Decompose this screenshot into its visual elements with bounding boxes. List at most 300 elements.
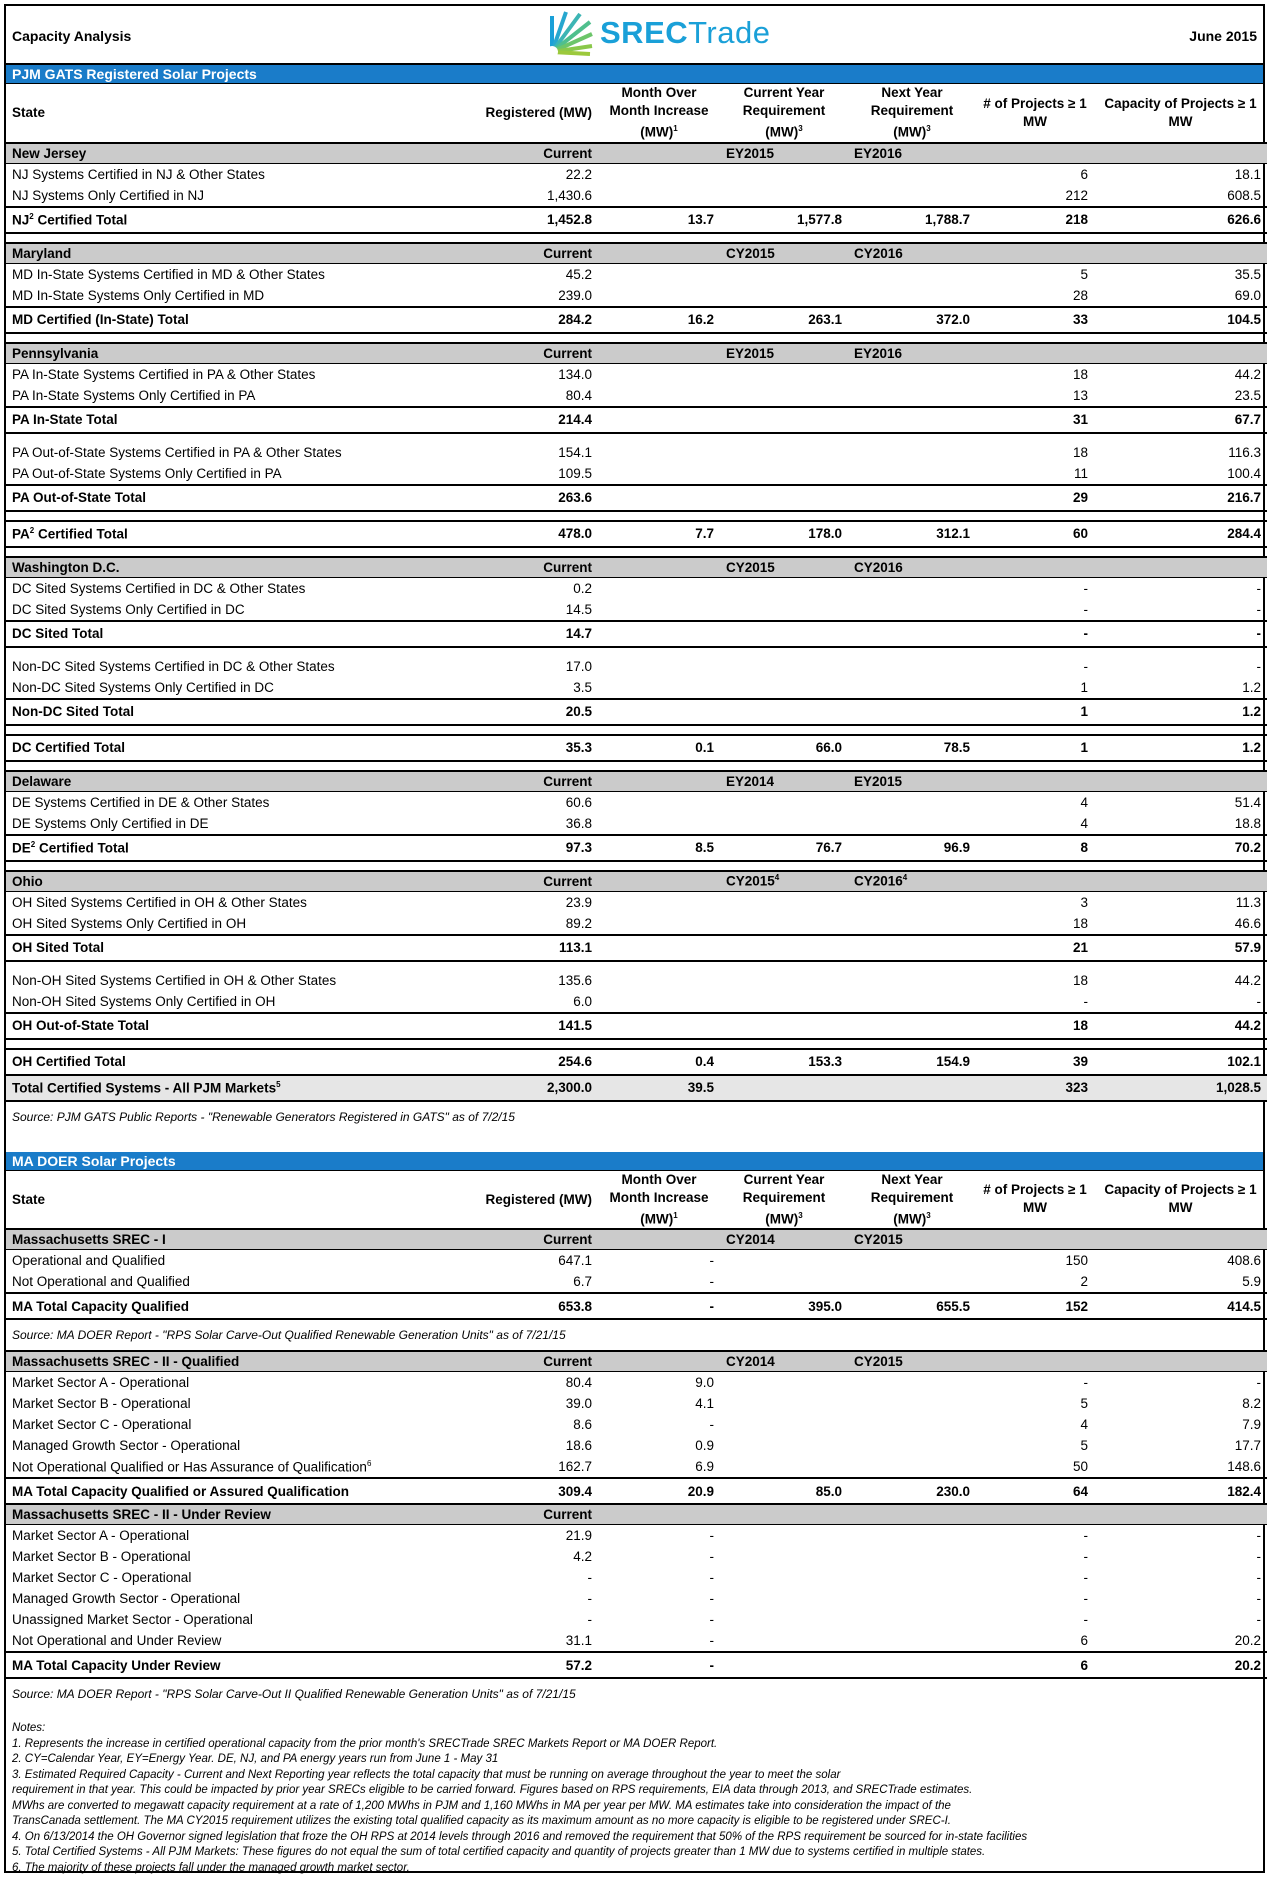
table-cell: Non-OH Sited Systems Only Certified in OH	[12, 993, 276, 1009]
table-cell: -	[1083, 1591, 1088, 1606]
table-cell: CY2016	[848, 557, 976, 578]
group-header-row	[6, 143, 1267, 164]
table-cell: 9.0	[695, 1375, 714, 1390]
table-cell	[1094, 557, 1267, 578]
table-cell: 4.1	[695, 1396, 714, 1411]
subtotal-row	[6, 485, 1267, 511]
table-row	[6, 163, 1267, 185]
table-cell	[848, 363, 976, 385]
table-cell: 20.5	[416, 699, 598, 725]
table-cell: 113.1	[416, 935, 598, 961]
table-cell	[6, 233, 1267, 243]
table-cell: -	[1083, 1570, 1088, 1585]
table-row	[6, 285, 1267, 307]
table-cell: 76.7	[720, 835, 848, 861]
table-cell	[1094, 143, 1267, 164]
table-cell: Market Sector A - Operational	[12, 1375, 190, 1390]
table-cell	[848, 1250, 976, 1272]
table-cell: 478.0	[416, 521, 598, 547]
ma-section-title: MA DOER Solar Projects	[6, 1152, 1263, 1171]
table-cell: 18	[1072, 915, 1088, 931]
table-cell	[848, 577, 976, 599]
table-cell	[848, 991, 976, 1013]
table-cell: CY2014	[720, 1229, 848, 1250]
table-cell: -	[709, 1591, 714, 1606]
table-cell: 3	[1080, 894, 1088, 910]
table-cell: 80.4	[565, 387, 592, 403]
table-cell	[848, 263, 976, 285]
table-row	[6, 385, 1267, 407]
table-cell	[6, 433, 1267, 442]
table-cell: MD Certified (In-State) Total	[6, 307, 416, 333]
pjm-table-body	[6, 143, 1267, 1132]
capacity-analysis-report	[4, 4, 1265, 1873]
table-cell: 57.9	[1094, 935, 1267, 961]
table-cell: Not Operational and Qualified	[12, 1274, 190, 1289]
spacer-row	[6, 725, 1267, 735]
table-cell: 31	[976, 407, 1094, 433]
table-cell	[720, 1456, 848, 1478]
table-cell	[848, 163, 976, 185]
table-cell	[848, 1630, 976, 1652]
col-capacity: Capacity of Projects ≥ 1 MW	[1094, 84, 1267, 143]
table-cell: 141.5	[416, 1013, 598, 1039]
table-cell: 18	[1072, 972, 1088, 988]
table-cell: 148.6	[1227, 1459, 1261, 1474]
table-cell	[720, 1609, 848, 1630]
table-row	[6, 1250, 1267, 1272]
table-row	[6, 1271, 1267, 1293]
table-cell: DC Sited Systems Only Certified in DC	[12, 601, 245, 617]
table-cell	[720, 1372, 848, 1394]
table-cell: Operational and Qualified	[12, 1253, 166, 1268]
table-cell	[848, 185, 976, 207]
table-cell: 6.7	[573, 1274, 592, 1289]
table-cell	[598, 463, 720, 485]
col-registered: Registered (MW)	[416, 84, 598, 143]
total-row	[6, 735, 1267, 761]
table-cell: 109.5	[558, 465, 592, 481]
table-cell	[720, 1075, 848, 1101]
table-cell	[720, 1414, 848, 1435]
table-cell: 0.9	[695, 1438, 714, 1453]
table-cell: 323	[976, 1075, 1094, 1101]
logo-srec-text: SREC	[600, 15, 689, 50]
table-cell	[976, 243, 1094, 264]
col-projects: # of Projects ≥ 1 MW	[976, 1171, 1094, 1230]
table-cell	[720, 1652, 848, 1678]
table-cell: -	[709, 1570, 714, 1585]
table-cell: 414.5	[1094, 1293, 1267, 1319]
group-header-row	[6, 771, 1267, 792]
table-cell	[598, 363, 720, 385]
table-row	[6, 970, 1267, 991]
table-cell	[720, 621, 848, 647]
footnote-line: TransCanada settlement. The MA CY2015 requirement utilizes the existing total qualified capacity as its maximum amount as no more capacity is eligible to be registered under SREC-I.	[12, 1815, 951, 1827]
table-row	[6, 891, 1267, 913]
table-cell	[848, 1372, 976, 1394]
table-cell: 102.1	[1094, 1049, 1267, 1075]
spacer-row	[6, 961, 1267, 970]
footnote-line: 2. CY=Calendar Year, EY=Energy Year. DE, NJ, and PA energy years run from June 1 - May 31	[12, 1753, 499, 1765]
table-cell: 178.0	[720, 521, 848, 547]
table-cell: -	[1256, 1375, 1261, 1390]
table-cell: 70.2	[1094, 835, 1267, 861]
table-cell: -	[1256, 1528, 1261, 1543]
table-cell: 6.9	[695, 1459, 714, 1474]
table-cell	[1094, 771, 1267, 792]
table-cell: 44.2	[1234, 972, 1261, 988]
table-cell	[848, 1435, 976, 1456]
group-current-label: Current	[416, 143, 598, 164]
table-cell: 2,300.0	[416, 1075, 598, 1101]
table-cell	[6, 647, 1267, 656]
table-cell: 35.3	[416, 735, 598, 761]
table-cell: 96.9	[848, 835, 976, 861]
table-cell: EY2016	[848, 143, 976, 164]
table-cell	[976, 343, 1094, 364]
spacer-row	[6, 647, 1267, 656]
table-cell	[598, 557, 720, 578]
group-header-row	[6, 343, 1267, 364]
table-cell: 17.0	[565, 658, 592, 674]
table-cell: EY2015	[720, 143, 848, 164]
table-cell: Not Operational Qualified or Has Assurance of Qualification$^6$	[12, 1458, 372, 1475]
table-cell	[598, 1351, 720, 1372]
table-cell: 17.7	[1234, 1438, 1261, 1453]
table-row	[6, 1546, 1267, 1567]
table-row	[6, 1588, 1267, 1609]
table-cell	[598, 1504, 720, 1525]
col-projects: # of Projects ≥ 1 MW	[976, 84, 1094, 143]
table-cell	[598, 442, 720, 463]
table-cell: 18.6	[565, 1438, 592, 1453]
table-cell: 284.2	[416, 307, 598, 333]
source-row	[6, 1678, 1267, 1709]
table-cell: 57.2	[416, 1652, 598, 1678]
table-cell	[598, 621, 720, 647]
table-cell	[720, 1525, 848, 1547]
table-cell: 23.9	[565, 894, 592, 910]
table-cell	[598, 991, 720, 1013]
table-cell	[598, 913, 720, 935]
table-cell: 21	[976, 935, 1094, 961]
table-cell: 4.2	[573, 1549, 592, 1564]
table-cell: 6.0	[573, 993, 592, 1009]
table-cell	[1094, 1229, 1267, 1250]
table-cell	[598, 263, 720, 285]
table-cell: 78.5	[848, 735, 976, 761]
table-cell: 35.5	[1234, 266, 1261, 282]
table-cell	[720, 1504, 848, 1525]
table-cell: 153.3	[720, 1049, 848, 1075]
col-state: State	[6, 1171, 416, 1230]
table-cell	[6, 1039, 1267, 1049]
table-row	[6, 577, 1267, 599]
table-cell: 20.2	[1094, 1652, 1267, 1678]
table-cell	[598, 343, 720, 364]
table-cell: 20.9	[598, 1478, 720, 1504]
table-cell	[848, 913, 976, 935]
table-cell: $NJ^2$ Certified Total	[6, 207, 416, 233]
table-cell: Source: PJM GATS Public Reports - "Renewable Generators Registered in GATS" as of 7/2/15	[12, 1109, 515, 1124]
total-row	[6, 207, 1267, 233]
table-cell: 395.0	[720, 1293, 848, 1319]
table-cell: -	[598, 1652, 720, 1678]
table-row	[6, 791, 1267, 813]
table-cell: 263.6	[416, 485, 598, 511]
spacer-row	[6, 1039, 1267, 1049]
table-cell: Total Certified Systems - All PJM Markets$^5$	[6, 1075, 416, 1101]
table-cell: 7.9	[1242, 1417, 1261, 1432]
table-cell: 18	[976, 1013, 1094, 1039]
table-cell: MA Total Capacity Qualified	[6, 1293, 416, 1319]
table-cell: EY2016	[848, 343, 976, 364]
table-cell: -	[709, 1633, 714, 1648]
table-cell	[720, 699, 848, 725]
table-cell	[976, 871, 1094, 892]
table-cell: -	[598, 1293, 720, 1319]
total-row	[6, 521, 1267, 547]
table-cell	[720, 1435, 848, 1456]
table-cell: OH Sited Systems Only Certified in OH	[12, 915, 247, 931]
table-cell: 18.1	[1234, 166, 1261, 182]
table-row	[6, 913, 1267, 935]
table-cell	[720, 1271, 848, 1293]
table-cell: OH Sited Systems Certified in OH & Other States	[12, 894, 307, 910]
table-cell: CY2015	[720, 557, 848, 578]
table-cell	[720, 913, 848, 935]
group-current-label: Current	[416, 1351, 598, 1372]
table-cell: 6	[1080, 1633, 1088, 1648]
table-cell	[976, 1229, 1094, 1250]
table-cell	[848, 1271, 976, 1293]
table-cell	[848, 935, 976, 961]
table-cell: 31.1	[565, 1633, 592, 1648]
table-cell: Source: MA DOER Report - "RPS Solar Carve-Out Qualified Renewable Generation Units" as of 7/21/15	[12, 1328, 566, 1342]
table-cell: 89.2	[565, 915, 592, 931]
group-current-label: Current	[416, 771, 598, 792]
table-cell: 8.5	[598, 835, 720, 861]
table-cell	[848, 1504, 976, 1525]
col-state: State	[6, 84, 416, 143]
table-cell: -	[1256, 1591, 1261, 1606]
table-cell: -	[587, 1591, 592, 1606]
table-cell	[720, 285, 848, 307]
table-cell: 647.1	[558, 1253, 592, 1268]
report-header	[6, 6, 1263, 65]
table-cell: 408.6	[1227, 1253, 1261, 1268]
subtotal-row	[6, 1013, 1267, 1039]
table-cell	[598, 163, 720, 185]
table-cell: -	[1083, 993, 1088, 1009]
table-cell: -	[1256, 1549, 1261, 1564]
ma-table	[6, 1171, 1267, 1710]
table-cell	[598, 599, 720, 621]
table-cell	[848, 970, 976, 991]
table-cell: -	[1083, 1375, 1088, 1390]
total-row	[6, 1049, 1267, 1075]
table-cell: 154.1	[558, 444, 592, 460]
table-cell: NJ Systems Only Certified in NJ	[12, 187, 205, 203]
table-cell	[976, 143, 1094, 164]
table-cell: OH Certified Total	[6, 1049, 416, 1075]
table-cell: 655.5	[848, 1293, 976, 1319]
logo-trade-text: Trade	[688, 15, 771, 50]
table-cell	[976, 1504, 1094, 1525]
table-cell: 182.4	[1094, 1478, 1267, 1504]
table-cell: Non-DC Sited Systems Certified in DC & Other States	[12, 658, 335, 674]
table-cell	[1094, 243, 1267, 264]
table-cell: Managed Growth Sector - Operational	[12, 1591, 241, 1606]
table-cell: 0.2	[573, 580, 592, 596]
table-cell: MD In-State Systems Certified in MD & Other States	[12, 266, 325, 282]
table-cell	[598, 677, 720, 699]
table-cell	[720, 935, 848, 961]
source-row	[6, 1101, 1267, 1132]
group-name: Washington D.C.	[6, 557, 416, 578]
table-cell	[598, 813, 720, 835]
spacer-row	[6, 333, 1267, 343]
table-cell: 100.4	[1227, 465, 1261, 481]
table-cell	[848, 599, 976, 621]
table-cell: PA Out-of-State Systems Certified in PA & Other States	[12, 444, 342, 460]
table-cell	[720, 656, 848, 677]
table-cell	[598, 656, 720, 677]
table-cell: Market Sector B - Operational	[12, 1396, 191, 1411]
table-cell: DC Sited Total	[6, 621, 416, 647]
table-cell: 69.0	[1234, 287, 1261, 303]
table-cell	[720, 813, 848, 835]
footnote-line: 5. Total Certified Systems - All PJM Markets: These figures do not equal the sum of total certified capacity and quantity of projects greater than 1 MW due to systems certified in multiple states.	[12, 1846, 986, 1858]
table-cell: 1,577.8	[720, 207, 848, 233]
footnote-line: Notes:	[12, 1722, 46, 1734]
table-cell	[848, 385, 976, 407]
spacer-row	[6, 433, 1267, 442]
table-row	[6, 442, 1267, 463]
table-cell	[720, 891, 848, 913]
table-cell	[848, 285, 976, 307]
table-cell: 18	[1072, 366, 1088, 382]
table-cell: CY2016$^4$	[848, 871, 976, 892]
table-cell: -	[1083, 1549, 1088, 1564]
table-cell	[848, 1456, 976, 1478]
table-cell: 214.4	[416, 407, 598, 433]
table-cell: MA Total Capacity Qualified or Assured Qualification	[6, 1478, 416, 1504]
table-cell: -	[709, 1549, 714, 1564]
table-cell	[848, 621, 976, 647]
table-cell: PA In-State Systems Only Certified in PA	[12, 387, 256, 403]
table-cell	[598, 407, 720, 433]
col-next-year: Next Year Requirement (MW)$^3$	[848, 1171, 976, 1230]
table-cell: 14.7	[416, 621, 598, 647]
table-row	[6, 263, 1267, 285]
table-cell	[6, 861, 1267, 871]
table-cell	[848, 1567, 976, 1588]
table-cell: 97.3	[416, 835, 598, 861]
footnote-line: 3. Estimated Required Capacity - Current and Next Reporting year reflects the total capacity that must be running on average throughout the year to meet the solar	[12, 1768, 841, 1781]
table-cell: 4	[1080, 794, 1088, 810]
table-cell: OH Sited Total	[6, 935, 416, 961]
table-row	[6, 813, 1267, 835]
table-cell: 11.3	[1235, 894, 1261, 910]
table-cell: Market Sector B - Operational	[12, 1549, 191, 1564]
table-cell: -	[709, 1274, 714, 1289]
table-cell: 154.9	[848, 1049, 976, 1075]
table-cell: 284.4	[1094, 521, 1267, 547]
table-cell: 1	[976, 735, 1094, 761]
table-cell	[976, 557, 1094, 578]
table-cell: -	[976, 621, 1094, 647]
source-row	[6, 1319, 1267, 1351]
group-header-row	[6, 1504, 1267, 1525]
footnotes	[6, 1709, 1263, 1876]
table-cell: 1.2	[1094, 699, 1267, 725]
table-row	[6, 599, 1267, 621]
srectrade-logo	[548, 10, 770, 56]
table-cell: -	[1083, 580, 1088, 596]
table-cell: MD In-State Systems Only Certified in MD	[12, 287, 265, 303]
table-cell	[848, 1609, 976, 1630]
footnote-line: 1. Represents the increase in certified operational capacity from the prior month's SRECTrade SREC Markets Report or MA DOER Report.	[12, 1737, 718, 1750]
table-cell: 16.2	[598, 307, 720, 333]
table-cell: 218	[976, 207, 1094, 233]
table-cell: 1,430.6	[546, 187, 592, 203]
spacer-row	[6, 511, 1267, 521]
table-cell	[6, 761, 1267, 771]
table-row	[6, 1630, 1267, 1652]
table-cell	[720, 577, 848, 599]
table-cell	[848, 1546, 976, 1567]
table-cell: PA Out-of-State Systems Only Certified in PA	[12, 465, 282, 481]
table-cell: 39	[976, 1049, 1094, 1075]
group-name: Massachusetts SREC - I	[6, 1229, 416, 1250]
table-cell: -	[1256, 601, 1261, 617]
table-row	[6, 656, 1267, 677]
table-cell: 14.5	[565, 601, 592, 617]
table-cell	[848, 463, 976, 485]
table-cell: CY2015	[720, 243, 848, 264]
table-cell	[848, 1588, 976, 1609]
table-cell	[6, 961, 1267, 970]
table-cell: -	[1256, 658, 1261, 674]
table-cell: 29	[976, 485, 1094, 511]
table-cell: 5	[1080, 1438, 1088, 1453]
col-current-year: Current Year Requirement (MW)$^3$	[720, 84, 848, 143]
table-cell	[6, 511, 1267, 521]
report-date: June 2015	[1189, 28, 1257, 44]
table-cell: 8.2	[1242, 1396, 1261, 1411]
table-cell: Non-OH Sited Systems Certified in OH & Other States	[12, 972, 337, 988]
table-cell: -	[709, 1253, 714, 1268]
table-cell	[598, 185, 720, 207]
table-cell: 85.0	[720, 1478, 848, 1504]
table-cell: 22.2	[565, 166, 592, 182]
table-row	[6, 1372, 1267, 1394]
table-cell: 216.7	[1094, 485, 1267, 511]
table-cell: 372.0	[848, 307, 976, 333]
table-cell	[598, 970, 720, 991]
table-cell: DE Systems Certified in DE & Other States	[12, 794, 270, 810]
table-cell: 67.7	[1094, 407, 1267, 433]
table-cell: Source: MA DOER Report - "RPS Solar Carve-Out II Qualified Renewable Generation Units" as of 7/21/15	[12, 1687, 576, 1701]
table-cell: 162.7	[558, 1459, 592, 1474]
table-cell: MA Total Capacity Under Review	[6, 1652, 416, 1678]
table-cell: 309.4	[416, 1478, 598, 1504]
table-cell: 36.8	[565, 815, 592, 831]
table-cell: 6	[976, 1652, 1094, 1678]
table-row	[6, 1567, 1267, 1588]
